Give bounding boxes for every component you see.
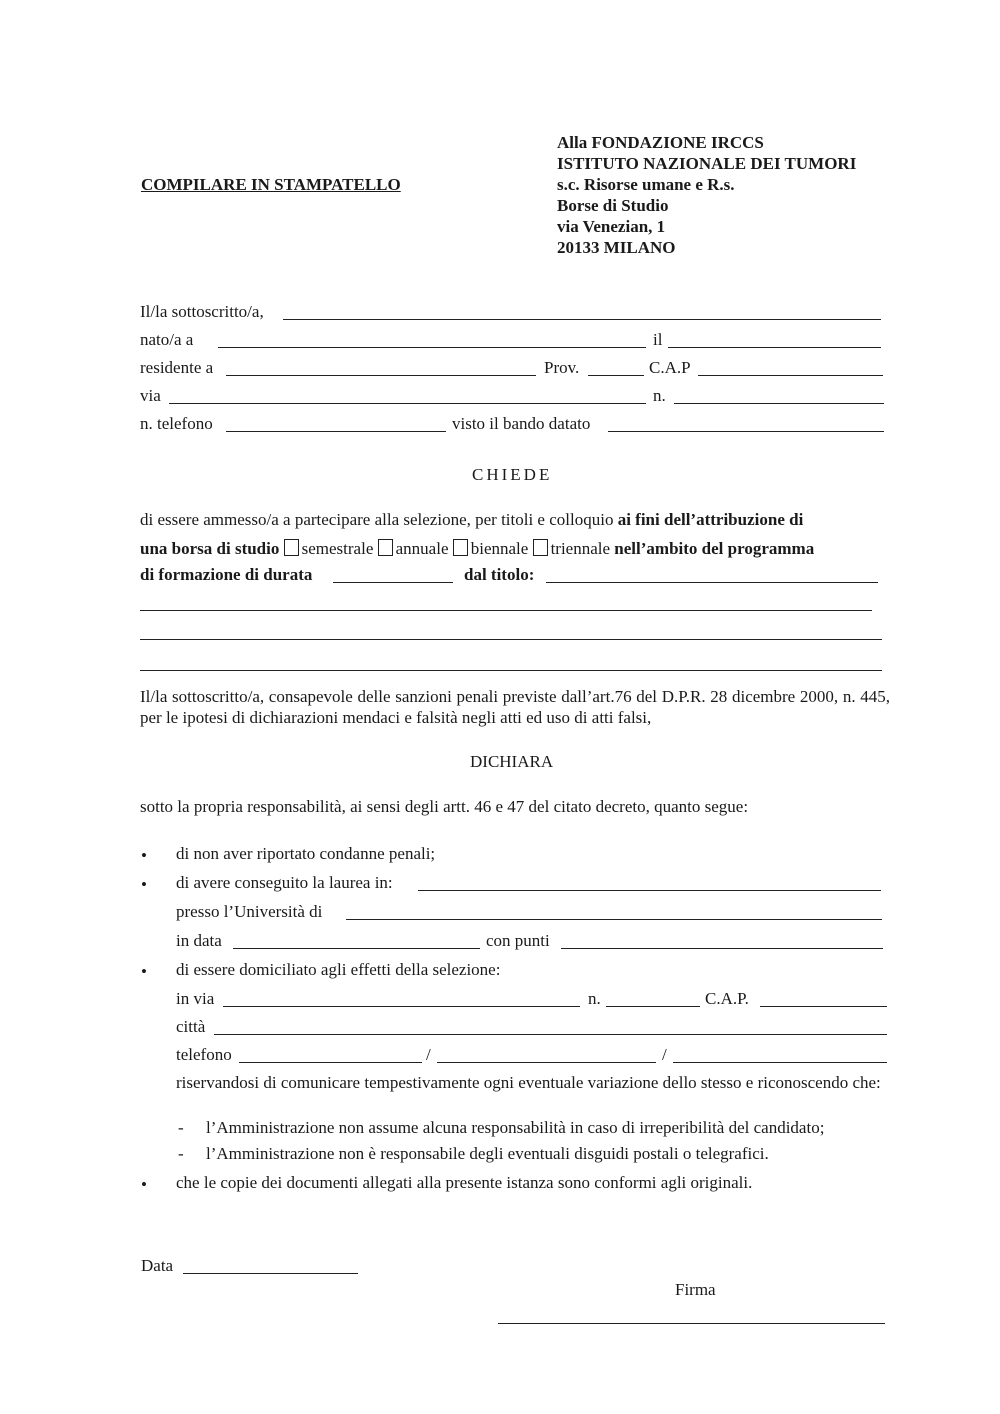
durata-field[interactable] (333, 582, 453, 583)
signature-field[interactable] (498, 1323, 885, 1324)
address-line: via Venezian, 1 (557, 217, 666, 236)
address-line: s.c. Risorse umane e R.s. (557, 175, 735, 194)
dash-marker: - (178, 1144, 184, 1163)
biennale-label: biennale (470, 539, 529, 558)
borsa-label: una borsa di studio (140, 539, 280, 558)
prov-label: Prov. (544, 358, 580, 377)
dichiara-intro: Il/la sottoscritto/a, consapevole delle sanzioni penali previste dall’art.76 del D.P.R. 28 dicembre 2000, n. 445, per le ipotesi di dichiarazioni mendaci e falsità negli atti ed uso di atti falsi, (140, 687, 890, 727)
telefono-field-2[interactable] (437, 1062, 656, 1063)
bando-date-field[interactable] (608, 431, 884, 432)
recipient-address (557, 132, 856, 258)
bando-label: visto il bando datato (452, 414, 591, 433)
semestrale-checkbox[interactable] (284, 539, 299, 556)
request-bold-text: ai fini dell’attribuzione di (617, 510, 804, 529)
address-line: ISTITUTO NAZIONALE DEI TUMORI (557, 154, 857, 173)
bullet-icon: • (141, 846, 147, 865)
residence-label: residente a (140, 358, 214, 377)
titolo-continuation-field[interactable] (140, 610, 872, 611)
slash-separator: / (662, 1045, 667, 1064)
birthdate-field[interactable] (668, 347, 881, 348)
birthdate-label: il (653, 330, 663, 349)
citta-label: città (176, 1017, 206, 1036)
disclaimer-disguidi: l’Amministrazione non è responsabile degli eventuali disguidi postali o telegrafici. (206, 1144, 769, 1163)
firma-label: Firma (675, 1280, 716, 1299)
data-label: Data (141, 1256, 174, 1275)
domicilio-cap-label: C.A.P. (705, 989, 749, 1008)
chiede-heading: CHIEDE (472, 465, 553, 484)
address-line: Borse di Studio (557, 196, 669, 215)
number-label: n. (653, 386, 666, 405)
request-line-2 (140, 539, 814, 559)
street-field[interactable] (169, 403, 646, 404)
triennale-label: triennale (550, 539, 611, 558)
request-line-1 (140, 510, 803, 530)
dichiara-heading: DICHIARA (470, 752, 554, 771)
copie-conformi-text: che le copie dei documenti allegati alla presente istanza sono conformi agli originali. (176, 1173, 753, 1192)
prov-field[interactable] (588, 375, 644, 376)
birthplace-field[interactable] (218, 347, 646, 348)
programma-label: nell’ambito del programma (614, 539, 815, 558)
address-line: 20133 MILANO (557, 238, 676, 257)
durata-label: di formazione di durata (140, 565, 313, 584)
citta-field[interactable] (214, 1034, 887, 1035)
domicilio-number-field[interactable] (606, 1006, 700, 1007)
annuale-label: annuale (395, 539, 449, 558)
titolo-label: dal titolo: (464, 565, 535, 584)
cap-label: C.A.P (649, 358, 691, 377)
in-data-label: in data (176, 931, 222, 950)
bullet-icon: • (141, 1175, 147, 1194)
instruction-heading: COMPILARE IN STAMPATELLO (141, 175, 401, 194)
bullet-icon: • (141, 962, 147, 981)
cap-field[interactable] (698, 375, 883, 376)
name-field[interactable] (283, 319, 881, 320)
penali-text: di non aver riportato condanne penali; (176, 844, 436, 863)
universita-field[interactable] (346, 919, 882, 920)
residence-field[interactable] (226, 375, 536, 376)
laurea-date-field[interactable] (233, 948, 480, 949)
telefono-field-3[interactable] (673, 1062, 887, 1063)
in-via-label: in via (176, 989, 215, 1008)
laurea-field[interactable] (418, 890, 881, 891)
laurea-label: di avere conseguito la laurea in: (176, 873, 393, 892)
riservandosi-text: riservandosi di comunicare tempestivamente ogni eventuale variazione dello stesso e riconoscendo che: (176, 1073, 881, 1092)
annuale-checkbox[interactable] (378, 539, 393, 556)
punti-label: con punti (486, 931, 550, 950)
data-field[interactable] (183, 1273, 358, 1274)
titolo-continuation-field[interactable] (140, 670, 882, 671)
punti-field[interactable] (561, 948, 883, 949)
domicilio-cap-field[interactable] (760, 1006, 887, 1007)
semestrale-label: semestrale (301, 539, 374, 558)
telefono-label: telefono (176, 1045, 232, 1064)
birthplace-label: nato/a a (140, 330, 194, 349)
biennale-checkbox[interactable] (453, 539, 468, 556)
domicilio-label: di essere domiciliato agli effetti della selezione: (176, 960, 501, 979)
sottoscritto-label: Il/la sottoscritto/a, (140, 302, 264, 321)
domicilio-street-field[interactable] (223, 1006, 580, 1007)
street-label: via (140, 386, 161, 405)
dash-marker: - (178, 1118, 184, 1137)
responsabilita-text: sotto la propria responsabilità, ai sensi degli artt. 46 e 47 del citato decreto, quanto segue: (140, 797, 749, 816)
request-text: di essere ammesso/a a partecipare alla selezione, per titoli e colloquio (140, 510, 618, 529)
titolo-continuation-field[interactable] (140, 639, 882, 640)
phone-label: n. telefono (140, 414, 213, 433)
bullet-icon: • (141, 875, 147, 894)
titolo-field[interactable] (546, 582, 878, 583)
disclaimer-irreperibilita: l’Amministrazione non assume alcuna responsabilità in caso di irreperibilità del candidato; (206, 1118, 825, 1137)
telefono-field-1[interactable] (239, 1062, 422, 1063)
domicilio-number-label: n. (588, 989, 601, 1008)
triennale-checkbox[interactable] (533, 539, 548, 556)
number-field[interactable] (674, 403, 884, 404)
phone-field[interactable] (226, 431, 446, 432)
address-line: Alla FONDAZIONE IRCCS (557, 133, 764, 152)
slash-separator: / (426, 1045, 431, 1064)
universita-label: presso l’Università di (176, 902, 323, 921)
